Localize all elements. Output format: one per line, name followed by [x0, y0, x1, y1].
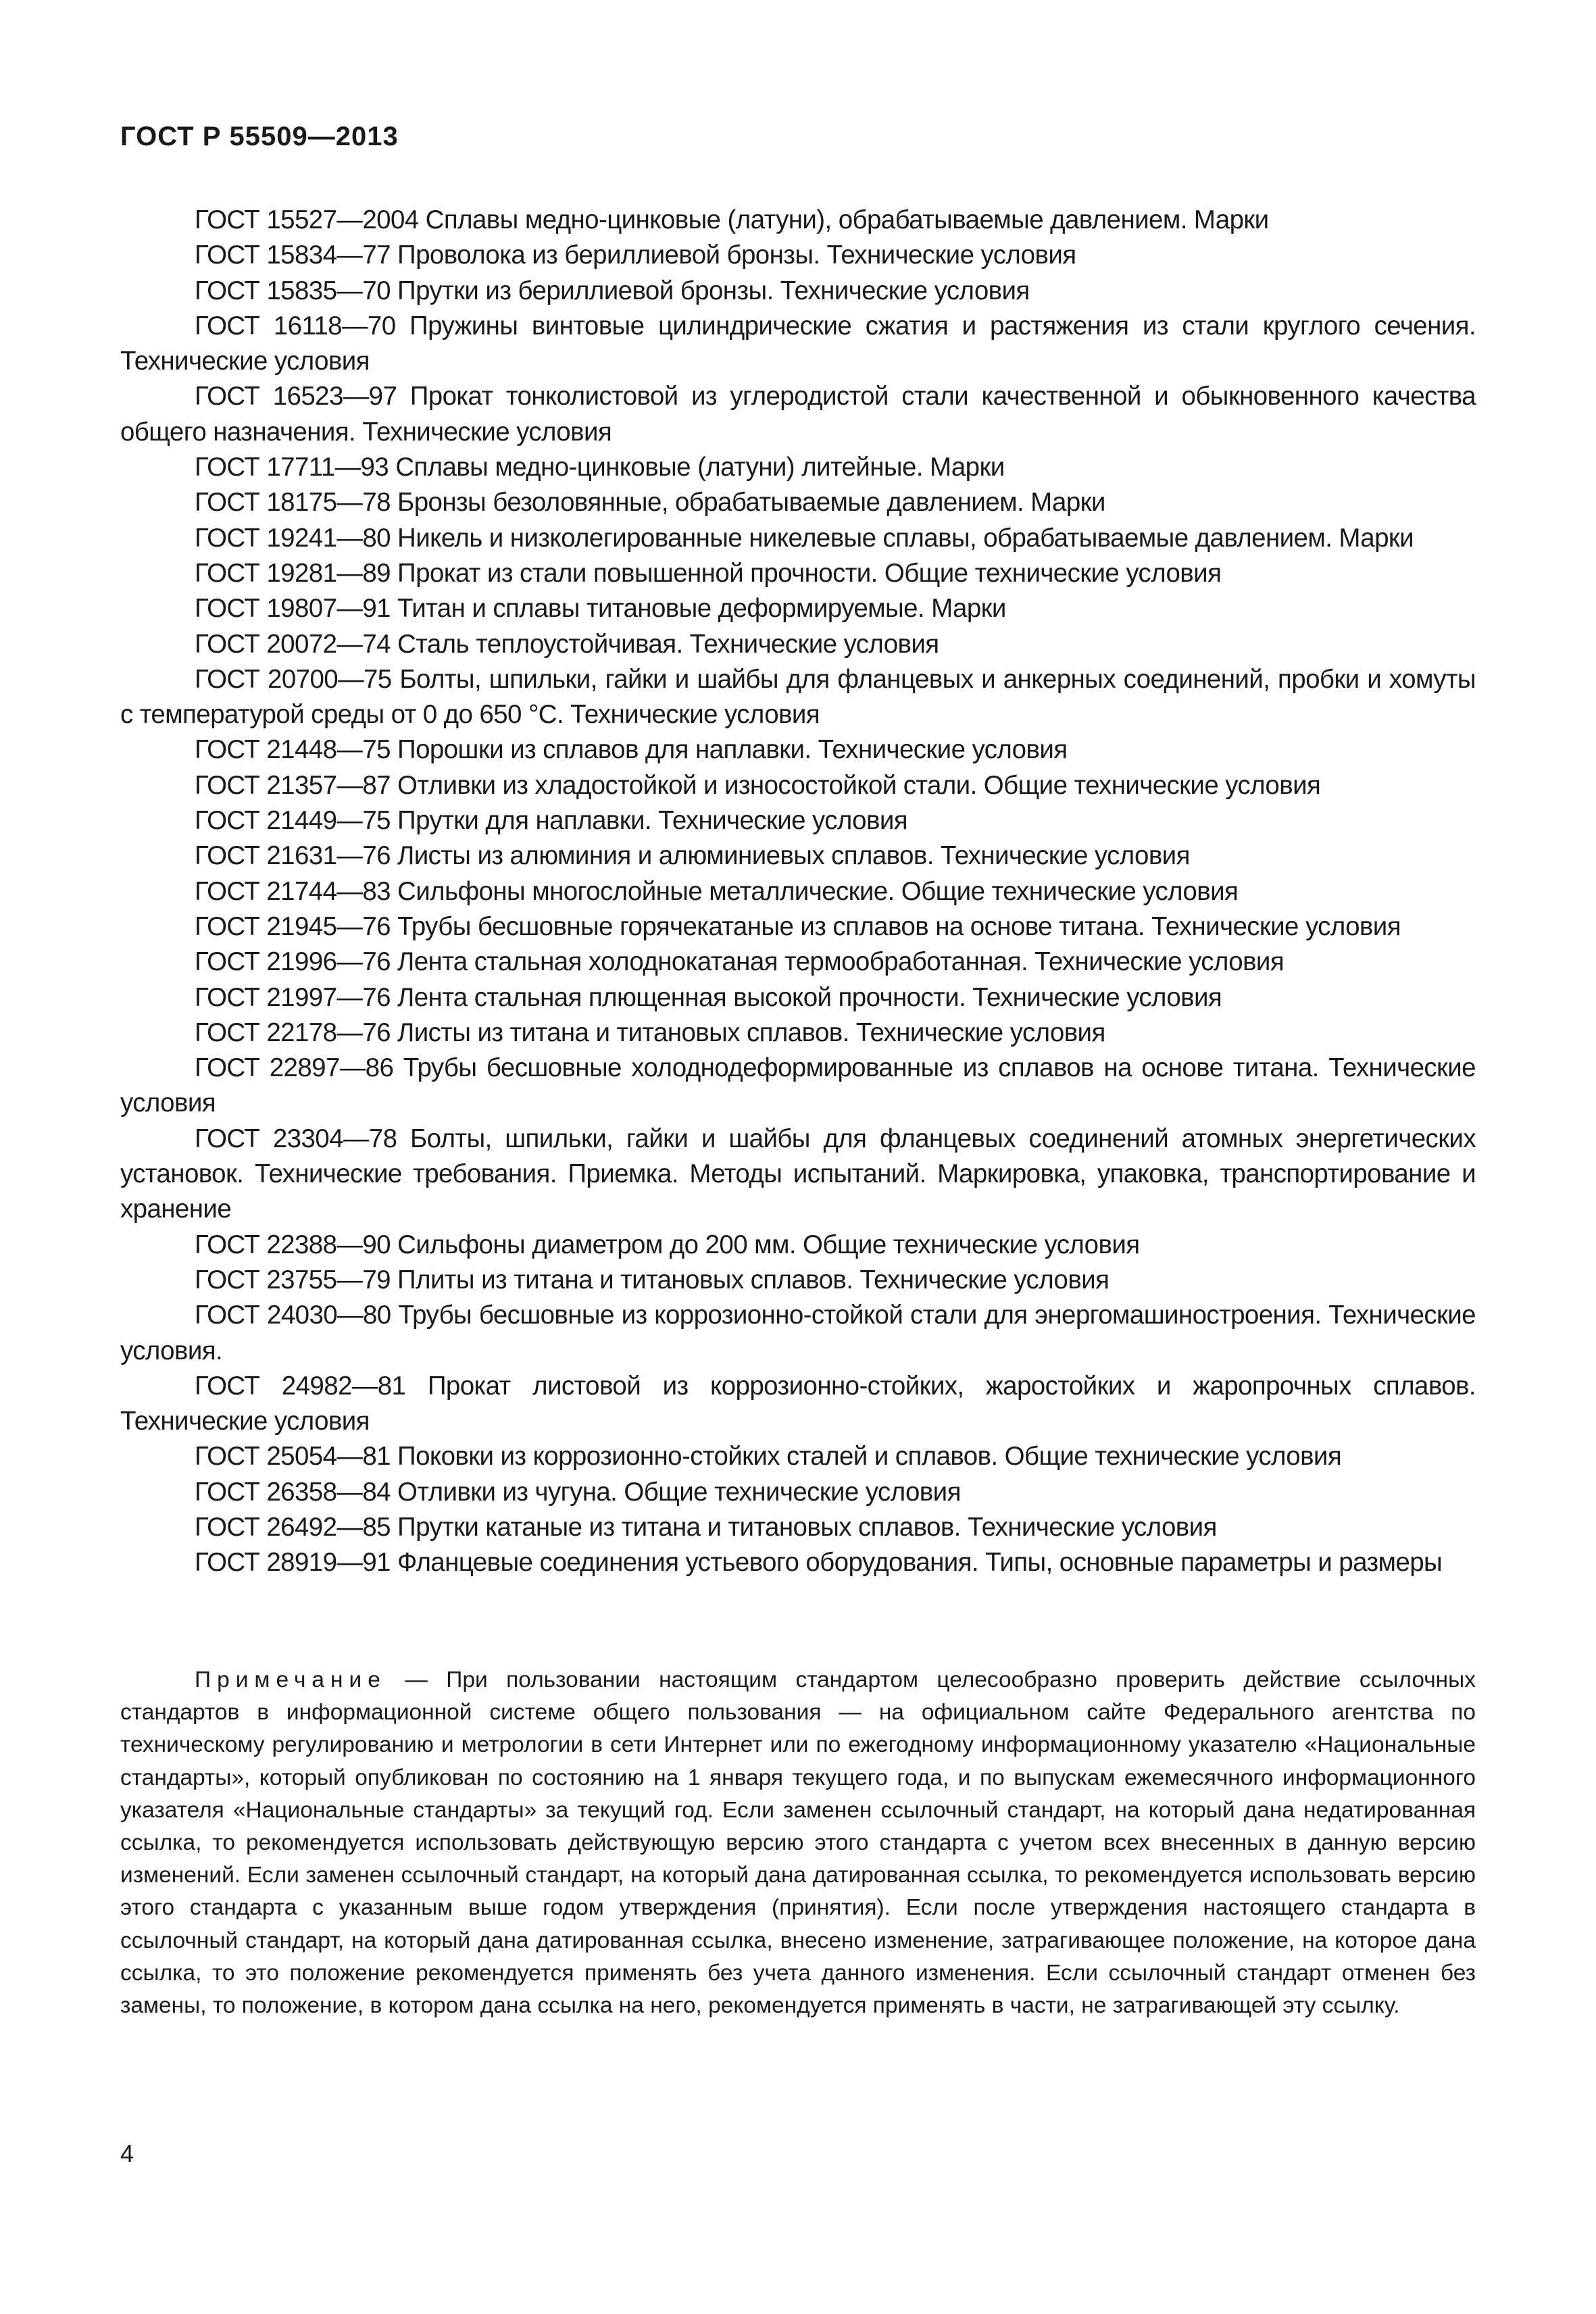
reference-entry: ГОСТ 19281—89 Прокат из стали повышенной прочности. Общие технические условия	[195, 558, 1222, 588]
reference-entry: ГОСТ 17711—93 Сплавы медно-цинковые (латуни) литейные. Марки	[195, 453, 1005, 482]
reference-entry: ГОСТ 22897—86 Трубы бесшовные холоднодеформированные из сплавов на основе титана. Технические условия	[120, 1053, 1476, 1118]
document-header: ГОСТ Р 55509—2013	[120, 122, 399, 151]
reference-entry: ГОСТ 16523—97 Прокат тонколистовой из углеродистой стали качественной и обыкновенного качества общего назначения. Технические условия	[120, 382, 1476, 447]
reference-entry: ГОСТ 26358—84 Отливки из чугуна. Общие технические условия	[195, 1477, 961, 1507]
note-label: Примечание	[195, 1667, 386, 1692]
reference-entry: ГОСТ 24030—80 Трубы бесшовные из коррозионно-стойкой стали для энергомашиностроения. Технические условия.	[120, 1301, 1476, 1365]
reference-entry: ГОСТ 28919—91 Фланцевые соединения устьевого оборудования. Типы, основные параметры и размеры	[195, 1548, 1443, 1578]
reference-entry: ГОСТ 18175—78 Бронзы безоловянные, обрабатываемые давлением. Марки	[195, 488, 1105, 518]
reference-entry: ГОСТ 22178—76 Листы из титана и титановых сплавов. Технические условия	[195, 1017, 1105, 1047]
reference-entry: ГОСТ 21449—75 Прутки для наплавки. Технические условия	[195, 806, 907, 836]
normative-references-list	[120, 203, 1476, 1581]
reference-entry: ГОСТ 21631—76 Листы из алюминия и алюминиевых сплавов. Технические условия	[195, 841, 1190, 871]
note-paragraph	[120, 1664, 1476, 2022]
reference-entry: ГОСТ 19807—91 Титан и сплавы титановые деформируемые. Марки	[195, 594, 1006, 624]
reference-entry: ГОСТ 16118—70 Пружины винтовые цилиндрические сжатия и растяжения из стали круглого сечения. Технические условия	[120, 311, 1476, 376]
reference-entry: ГОСТ 15834—77 Проволока из бериллиевой бронзы. Технические условия	[195, 241, 1076, 270]
reference-entry: ГОСТ 21945—76 Трубы бесшовные горячекатаные из сплавов на основе титана. Технические условия	[195, 911, 1401, 941]
reference-entry: ГОСТ 25054—81 Поковки из коррозионно-стойких сталей и сплавов. Общие технические условия	[195, 1442, 1342, 1472]
reference-entry: ГОСТ 15835—70 Прутки из бериллиевой бронзы. Технические условия	[195, 276, 1030, 305]
reference-entry: ГОСТ 20072—74 Сталь теплоустойчивая. Технические условия	[195, 629, 939, 659]
reference-entry: ГОСТ 21448—75 Порошки из сплавов для наплавки. Технические условия	[195, 735, 1068, 765]
reference-entry: ГОСТ 21996—76 Лента стальная холоднокатаная термообработанная. Технические условия	[195, 947, 1285, 977]
page-number: 4	[120, 2140, 134, 2167]
reference-entry: ГОСТ 21997—76 Лента стальная плющенная высокой прочности. Технические условия	[195, 982, 1222, 1012]
reference-entry: ГОСТ 26492—85 Прутки катаные из титана и титановых сплавов. Технические условия	[195, 1512, 1217, 1542]
reference-entry: ГОСТ 22388—90 Сильфоны диаметром до 200 мм. Общие технические условия	[195, 1230, 1140, 1259]
reference-entry: ГОСТ 20700—75 Болты, шпильки, гайки и шайбы для фланцевых и анкерных соединений, пробки и хомуты с температурой среды от 0 до 650 °С. Технические условия	[120, 664, 1476, 730]
reference-entry: ГОСТ 24982—81 Прокат листовой из коррозионно-стойких, жаростойких и жаропрочных сплавов. Технические условия	[120, 1371, 1476, 1436]
reference-entry: ГОСТ 21744—83 Сильфоны многослойные металлические. Общие технические условия	[195, 876, 1239, 906]
note-text: — При пользовании настоящим стандартом целесообразно проверить действие ссылочных стандартов в информационной системе общего пользования — на официальном сайте Федерального агентства по техническому регулированию и метрологии в сети Интернет или по ежегодному информационному указателю «Национальные стандарты», который опубликован по состоянию на 1 января текущего года, и по выпускам ежемесячного информационного указателя «Национальные стандарты» за текущий год. Если заменен ссылочный стандарт, на который дана недатированная ссылка, то рекомендуется использовать действующую версию этого стандарта с учетом всех внесенных в данную версию изменений. Если заменен ссылочный стандарт, на который дана датированная ссылка, то рекомендуется использовать версию этого стандарта с указанным выше годом утверждения (принятия). Если после утверждения настоящего стандарта в ссылочный стандарт, на который дана датированная ссылка, внесено изменение, затрагивающее положение, на которое дана ссылка, то это положение рекомендуется применять без учета данного изменения. Если ссылочный стандарт отменен без замены, то положение, в котором дана ссылка на него, рекомендуется применять в части, не затрагивающей эту ссылку.	[120, 1667, 1476, 2019]
reference-entry: ГОСТ 23755—79 Плиты из титана и титановых сплавов. Технические условия	[195, 1265, 1109, 1294]
reference-entry: ГОСТ 19241—80 Никель и низколегированные никелевые сплавы, обрабатываемые давлением. Марки	[195, 523, 1414, 553]
reference-entry: ГОСТ 23304—78 Болты, шпильки, гайки и шайбы для фланцевых соединений атомных энергетических установок. Технические требования. Приемка. Методы испытаний. Маркировка, упаковка, транспортирование и хранение	[120, 1124, 1476, 1224]
reference-entry: ГОСТ 21357—87 Отливки из хладостойкой и износостойкой стали. Общие технические условия	[195, 770, 1321, 800]
reference-entry: ГОСТ 15527—2004 Сплавы медно-цинковые (латуни), обрабатываемые давлением. Марки	[195, 205, 1269, 234]
